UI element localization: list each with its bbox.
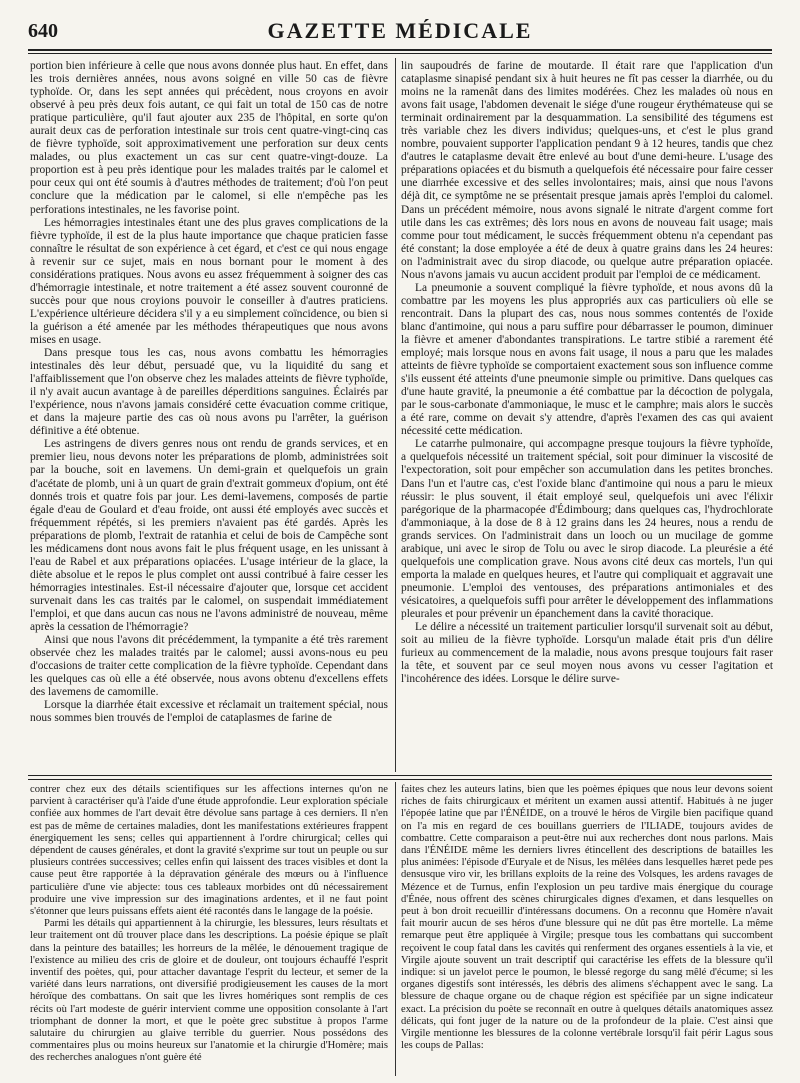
feuilleton-rule-thin [28,779,772,780]
main-column-left [30,60,388,772]
paragraph: Ainsi que nous l'avons dit précédemment, la tympanite a été très rarement observée chez les malades traités par le calomel; aussi avons-nous eu peu d'occasions de traiter cette complication de la fièvre typhoïde. Cependant dans les quelques cas où elle a été observée, nous avons obtenu d'excellens effets des lavemens de camomille. [30,634,388,699]
paragraph: lin saupoudrés de farine de moutarde. Il était rare que l'application d'un cataplasme sinapisé pendant six à huit heures ne fît pas cesser la diarrhée, ou du moins ne la ramenât dans des limites modérées. Chez les malades où nous en avons fait usage, l'abdomen devenait le siége d'une rougeur érythémateuse qui se terminait ordinairement par la desquammation. La sensibilité des tégumens est très variable chez les divers individus; quelques-uns, et c'est le plus grand nombre, pouvaient supporter l'application pendant 9 à 12 heures, tandis que chez d'autres le cataplasme devait être enlevé au bout d'une demi-heure. L'usage des préparations opiacées et du bismuth a quelquefois été nécessaire pour faire cesser une diarrhée excessive et des selles involontaires; mais, ainsi que nous l'avons déjà dit, ce symptôme ne se présentait presque jamais après l'emploi du calomel. Dans un précédent mémoire, nous avons signalé le nitrate d'argent comme fort utile dans les cas extrêmes; dès lors nous en avons de nouveau fait usage; mais comme pour tout médicament, le succès fréquemment obtenu n'a cependant pas été constant; la dose employée a été de deux à quatre grains dans les 24 heures: on l'administrait avec du sirop diacode, ou quelque autre préparation opiacée. Nous n'avons jamais vu aucun accident produit par l'emploi de ce médicament. [401,60,773,281]
feuilleton-rule [28,775,772,776]
page-header [28,18,772,48]
paragraph: contrer chez eux des détails scientifiques sur les affections internes qu'on ne parvient à caractériser qu'à l'aide d'une étude approfondie. Leur exploration spéciale confiée aux hommes de l'art devait être dévolue sans partage à ces derniers. Il n'en est pas de même de certaines maladies, dont les manifestations extérieures frappent énergiquement les sens; celles qui appartiennent à l'ordre chirurgical; celles qui dépendent de causes générales, et dont la gravité s'exprime sur tout un peuple ou sur plusieurs contrées successives; celles enfin qui laissent des traces visibles et dont la cause peut être rapportée à la dépravation générale des mœurs ou à l'influence particulière d'une vie abjecte: tous ces tableaux morbides ont dû nécessairement produire une vive impression sur des imaginations ardentes, et il ne faut point s'étonner que leurs puissans effets aient été racontés dans le langage de la poésie. [30,784,388,918]
main-column-right [401,60,773,772]
paragraph: Les hémorragies intestinales étant une des plus graves complications de la fièvre typhoïde, il est de la plus haute importance que chaque praticien fasse connaître le résultat de son expérience à cet égard, et c'est ce qui nous engage à revenir sur ce sujet, mais en nous bornant pour le moment à des considérations pratiques. Nous avons eu assez fréquemment à soigner des cas d'hémorragie intestinale, et notre traitement a été assez souvent couronné de succès pour que nous croyions pouvoir le conseiller à d'autres praticiens. L'expérience ultérieure décidera s'il y a eu simplement coïncidence, ou bien si la guérison a été amenée par les méthodes thérapeutiques que nous avons mises en usage. [30,216,388,346]
header-rule [28,49,772,51]
column-divider [395,58,396,772]
paragraph: portion bien inférieure à celle que nous avons donnée plus haut. En effet, dans les trois dernières années, nous avons soigné en ville 50 cas de fièvre typhoïde. Or, dans les sept années qui précèdent, nous croyons en avoir observé à peu près deux fois autant, ce qui fait un total de 150 cas de notre pratique particulière, qu'il faut ajouter aux 235 de l'hôpital, en sorte qu'on aurait deux cas de perforation intestinale sur trois cent quatre-vingt-cinq cas de fièvre typhoïde, soit approximativement une perforation sur deux cents malades, ou plus exactement un cas sur cent quatre-vingt-douze. La proportion est à peu près identique pour les malades traités par le calomel et pour ceux qui ont été soumis à d'autres méthodes de traitement; d'où l'on peut conclure que la médication par le calomel, si elle n'empêche pas les perforations intestinales, ne les favorise point. [30,60,388,216]
paragraph: faites chez les auteurs latins, bien que les poèmes épiques que nous leur devons soient riches de faits chirurgicaux et méritent un examen aussi attentif. Habitués à ne juger l'épopée latine que par l'ÉNÉIDE, on a trouvé le héros de Virgile bien pacifique quand on l'a mis en regard de ces bouillans guerriers de l'ILIADE, toujours avides de combattre. Cette comparaison a peut-être nui aux recherches dont nous parlons. Mais dans l'ÉNÉIDE même les derniers livres étincellent des descriptions de batailles les plus animées: l'épisode d'Euryale et de Nisus, les mêlées dans lesquelles hæret pede pes densusque viro vir, les brillans exploits de la reine des Volsques, les ardens ravages de Mézence et de Turnus, enfin l'explosion un peu tardive mais énergique du courage d'Énée, nous offrent des scènes chirurgicales dignes d'examen, et dans lesquelles on peut à bon droit recueillir d'intéressans documens. On a reconnu que Homère n'avait fait mourir aucun de ses héros d'une blessure qui ne dût pas être mortelle. La même remarque peut être appliquée à Virgile; presque tous les combattans qui succombent reçoivent le coup fatal dans les cavités qui renferment des organes essentiels à la vie, et Virgile ajoute souvent un trait descriptif qui caractérise les effets de la blessure qu'il indique: si un javelot perce le poumon, le blessé regorge du sang mêlé d'écume; si les organes digestifs sont intéressés, les débris des alimens s'échappent avec le sang. La blessure de chaque organe ou de chaque région est spécifiée par un signe indicateur exact. La précision du poète se reconnaît en outre à quelques détails anatomiques assez délicats, qui font juger de la nature ou de la profondeur de la plaie. C'est ainsi que Virgile mentionne les blessures de la colonne vertébrale lorsqu'il fait périr Lagus sous les coups de Pallas: [401,784,773,1052]
paragraph: La pneumonie a souvent compliqué la fièvre typhoïde, et nous avons dû la combattre par les moyens les plus appropriés aux cas particuliers où elle se rencontrait. Dans la plupart des cas, nous nous sommes contentés de l'oxide blanc d'antimoine, qui nous a paru suffire pour débarrasser le poumon, diminuer la fièvre et amener d'abondantes transpirations. Le tartre stibié a rarement été employé; mais lorsque nous en avons fait usage, il nous a paru que les malades atteints de fièvre typhoïde se comportaient exactement sous son influence comme s'ils eussent été atteints d'une pneumonie simple ou primitive. Dans quelques cas d'une haute gravité, la pneumonie a été combattue par la décoction de polygala, par le sous-carbonate d'ammoniaque, le musc et le camphre; mais alors le succès a été rare, comme on devait s'y attendre, d'après l'examen des cas qui avaient nécessité cette médication. [401,281,773,438]
paragraph: Le catarrhe pulmonaire, qui accompagne presque toujours la fièvre typhoïde, a quelquefois nécessité un traitement spécial, soit pour diminuer la viscosité de l'expectoration, soit pour empêcher son accumulation dans les petites bronches. Dans l'un et l'autre cas, c'est l'oxide blanc d'antimoine qui nous a paru le mieux réussir: le plus souvent, il était employé seul, quelquefois uni avec l'élixir parégorique de la pharmacopée d'Édimbourg; dans quelques cas, l'hydrochlorate d'ammoniaque, à la dose de 8 à 12 grains dans les 24 heures, nous a rendu de grands services. On l'administrait dans un looch ou un mucilage de gomme arabique, uni avec le sirop de Tolu ou avec le sirop diacode. La pleurésie a été quelquefois une complication grave. Nous avons cité deux cas mortels, l'un qui emporta la malade en quelques heures, et l'autre qui compliquait et aggravait une pneumonie. L'emploi des ventouses, des préparations antimoniales et des vésicatoires, a quelquefois suffi pour arrêter le développement des inflammations pleurales et pour prévenir un épanchement dans la cavité thoracique. [401,438,773,620]
header-rule-thin [28,53,772,54]
paragraph: Dans presque tous les cas, nous avons combattu les hémorragies intestinales dès leur début, persuadé que, vu la liquidité du sang et l'affaiblissement que l'on observe chez les malades atteints de fièvre typhoïde, il n'y avait aucun avantage à de pareilles déperditions sanguines. Éclairés par l'expérience, nous n'avons jamais considéré cette évacuation comme critique, et dans la majeure partie des cas où nous avons pu l'arrêter, la guérison définitive a été obtenue. [30,347,388,438]
paragraph: Parmi les détails qui appartiennent à la chirurgie, les blessures, leurs résultats et leur traitement ont dû trouver place dans les descriptions. La poésie épique se plaît dans la peinture des batailles; les horreurs de la mêlée, le dénouement tragique de l'existence au milieu des cris de gloire et de douleur, ont toujours échauffé l'esprit inventif des poètes, qui, pour attacher davantage l'esprit du lecteur, et semer de la variété dans leurs narrations, ont diversifié prodigieusement les causes de la mort héroïque des combattans. On sait que les livres homériques sont remplis de ces récits où l'art modeste de guérir intervient comme une opposition consolante à l'art triomphant de donner la mort, et que le poète grec substitue à propos l'arme salutaire du chirurgien au glaive terrible du guerrier. Nous possédons des commentaires plus ou moins heureux sur l'anatomie et la chirurgie d'Homère; mais des recherches analogues n'ont guère été [30,918,388,1064]
feuilleton-column-left [30,784,388,1074]
paragraph: Le délire a nécessité un traitement particulier lorsqu'il survenait soit au début, soit au milieu de la fièvre typhoïde. Lorsqu'un malade était pris d'un délire furieux au commencement de la maladie, nous avons presque toujours fait raser la tête, et souvent par ce seul moyen nous avons vu cesser l'agitation et l'incohérence des idées. Lorsque le délire surve- [401,621,773,686]
column-divider [395,782,396,1076]
paragraph: Les astringens de divers genres nous ont rendu de grands services, et en premier lieu, nous devons noter les préparations de plomb, administrées soit par la bouche, soit en lavemens. Un demi-grain et quelquefois un grain d'acétate de plomb, uni à un quart de grain d'extrait gommeux d'opium, ont été donnés trois et quatre fois par jour. Les demi-lavemens, composés de partie égale d'eau de Goulard et d'eau froide, ont aussi été employés avec succès et fréquemment répétés, si les premiers n'avaient pas été gardés. Après les préparations de plomb, l'extrait de ratanhia et celui de bois de Campêche sont les médicamens dont nous avons fait le plus fréquent usage, en les unissant à l'eau de Rabel et aux préparations opiacées. L'usage intérieur de la glace, la diète absolue et le repos le plus complet ont aussi contribué à faire cesser les hémorragies intestinales. Est-il nécessaire d'ajouter que, lorsque cet accident survenait dans les cas traités par le calomel, on suspendait immédiatement l'emploi, et que dans aucun cas nous ne l'avons administré de nouveau, même après la cessation de l'hémorragie? [30,438,388,634]
publication-title: GAZETTE MÉDICALE [267,18,533,43]
paragraph: Lorsque la diarrhée était excessive et réclamait un traitement spécial, nous nous sommes bien trouvés de l'emploi de cataplasmes de farine de [30,699,388,725]
feuilleton-column-right [401,784,773,1074]
page-number: 640 [28,20,58,42]
